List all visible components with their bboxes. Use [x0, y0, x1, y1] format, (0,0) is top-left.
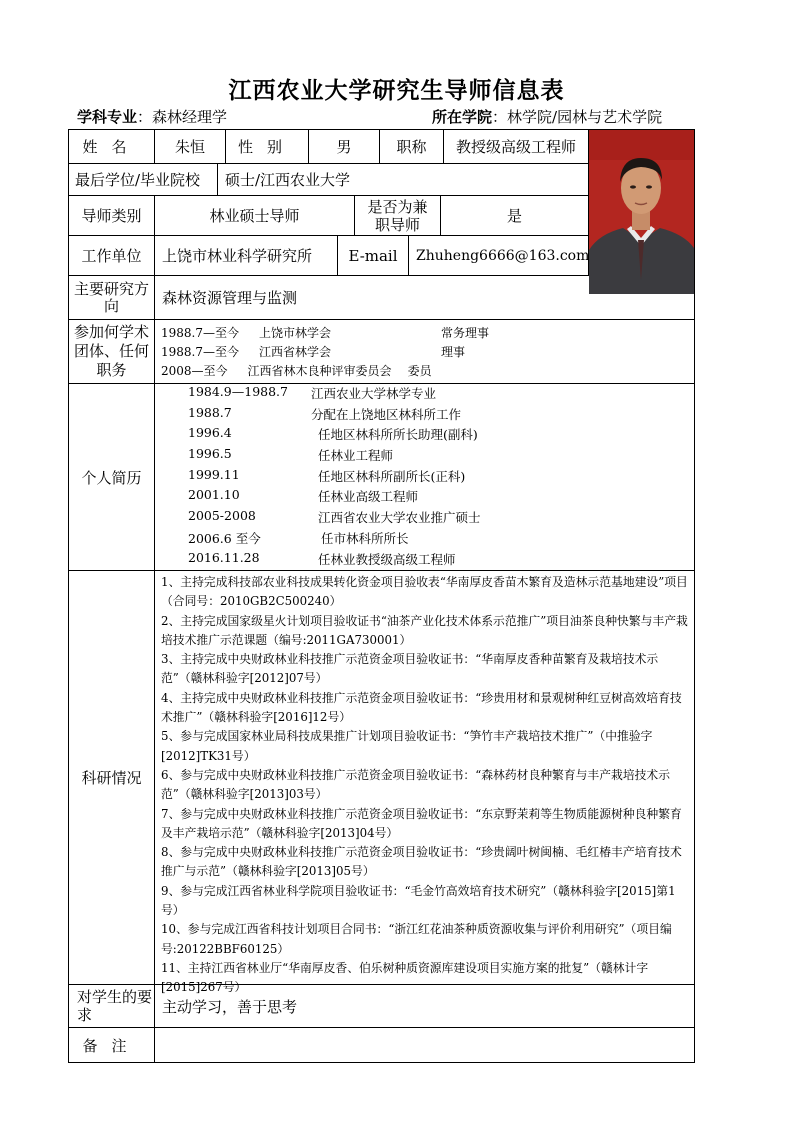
research-item: 1、主持完成科技部农业科技成果转化资金项目验收表“华南厚皮香苗木繁育及造林示范基地建设”项目（合同号：2010GB2C500240） [161, 575, 688, 609]
resume-label: 个人简历 [69, 384, 155, 571]
name-value: 朱恒 [155, 130, 226, 164]
parttime-label: 是否为兼职导师 [355, 196, 441, 236]
requirements-label: 对学生的要求 [69, 985, 155, 1028]
research-item: 8、参与完成中央财政林业科技推广示范资金项目验收证书：“珍贵阔叶树闽楠、毛红椿丰产培育技术推广与示范”（赣林科验字[2013]05号） [161, 845, 682, 879]
title-label: 职称 [380, 130, 444, 164]
discipline-label: 学科专业 [77, 108, 138, 126]
name-label: 姓名 [69, 130, 155, 164]
resume-item: 2016.11.28 任林业教授级高级工程师 [188, 549, 456, 567]
college [432, 106, 662, 127]
resume-item: 1984.9—1988.7 江西农业大学林学专业 [188, 384, 437, 401]
research-item: 3、主持完成中央财政林业科技推广示范资金项目验收证书：“华南厚皮香种苗繁育及栽培技术示范”（赣林科验字[2012]07号） [161, 652, 659, 686]
resume-item: 2001.10 任林业高级工程师 [188, 487, 419, 505]
research-item: 5、参与完成国家林业局科技成果推广计划项目验收证书：“笋竹丰产栽培技术推广”（中推验字[2012]TK31号） [161, 729, 653, 763]
resume-item: 2005-2008 江西省农业大学农业推广硕士 [188, 508, 481, 526]
resume-item: 1996.5 任林业工程师 [188, 446, 394, 464]
research-item: 11、主持江西省林业厅“华南厚皮香、伯乐树种质资源库建设项目实施方案的批复”（赣林计字[2015]267号） [161, 960, 649, 995]
resume-item: 1996.4 任地区林科所所长助理(副科) [188, 425, 478, 443]
research-item: 2、主持完成国家级星火计划项目验收证书“油茶产业化技术体系示范推广”项目油茶良种快繁与丰产栽培技术推广示范课题（编号:2011GA730001） [161, 613, 688, 647]
discipline-value: ：森林经理学 [137, 108, 228, 126]
societies-list [155, 320, 694, 384]
research-item: 6、参与完成中央财政林业科技推广示范资金项目验收证书：“森林药材良种繁育与丰产栽培技术示范”（赣林科验字[2013]03号） [161, 767, 671, 802]
resume-list [155, 384, 694, 571]
research-list [155, 571, 694, 995]
discipline [77, 106, 227, 127]
gender-value: 男 [309, 130, 380, 164]
gender-label: 性别 [226, 130, 309, 164]
requirements-value: 主动学习，善于思考 [155, 985, 694, 1028]
society-item: 1988.7—至今 江西省林学会 理事 [161, 345, 466, 359]
email-label: E-mail [338, 236, 409, 276]
page-title: 江西农业大学研究生导师信息表 [228, 77, 565, 104]
research-item: 10、参与完成江西省科技计划项目合同书：“浙江红花油茶种质资源收集与评价利用研究”（项目编号:20122BBF60125） [161, 922, 672, 956]
research-direction-value: 森林资源管理与监测 [155, 276, 694, 320]
title-value: 教授级高级工程师 [444, 130, 589, 164]
college-value: ：林学院/园林与艺术学院 [492, 108, 663, 126]
research-label: 科研情况 [69, 571, 155, 985]
society-item: 2008—至今 江西省林木良种评审委员会 委员 [161, 364, 432, 378]
remarks-label: 备注 [69, 1028, 155, 1062]
resume-item: 1988.7 分配在上饶地区林科所工作 [188, 404, 462, 422]
info-table [68, 129, 695, 1063]
research-item: 4、主持完成中央财政林业科技推广示范资金项目验收证书：“珍贵用材和景观树种红豆树高效培育技术推广”（赣林科验字[2016]12号） [161, 690, 682, 725]
degree-label: 最后学位/毕业院校 [69, 164, 218, 196]
work-unit-label: 工作单位 [69, 236, 155, 276]
advisor-type-value: 林业硕士导师 [155, 196, 355, 236]
portrait-photo [589, 130, 694, 294]
society-item: 1988.7—至今 上饶市林学会 常务理事 [161, 326, 490, 340]
parttime-value: 是 [441, 196, 589, 236]
college-label: 所在学院 [432, 108, 493, 126]
resume-item: 2006.6 至今 任市林科所所长 [188, 530, 409, 546]
research-item: 7、参与完成中央财政林业科技推广示范资金项目验收证书：“东京野茉莉等生物质能源树种良种繁育及丰产栽培示范”（赣林科验字[2013]04号） [161, 806, 682, 840]
advisor-type-label: 导师类别 [69, 196, 155, 236]
remarks-value [155, 1028, 694, 1062]
degree-value: 硕士/江西农业大学 [218, 164, 589, 196]
research-item: 9、参与完成江西省林业科学院项目验收证书：“毛金竹高效培育技术研究”（赣林科验字[2015]第1号） [161, 883, 676, 918]
resume-item: 1999.11 任地区林科所副所长(正科) [188, 466, 466, 484]
work-unit-value: 上饶市林业科学研究所 [155, 236, 338, 276]
societies-label: 参加何学术团体、任何职务 [69, 320, 155, 384]
research-direction-label: 主要研究方向 [69, 276, 155, 320]
email-value: Zhuheng6666@163.com [409, 236, 589, 276]
